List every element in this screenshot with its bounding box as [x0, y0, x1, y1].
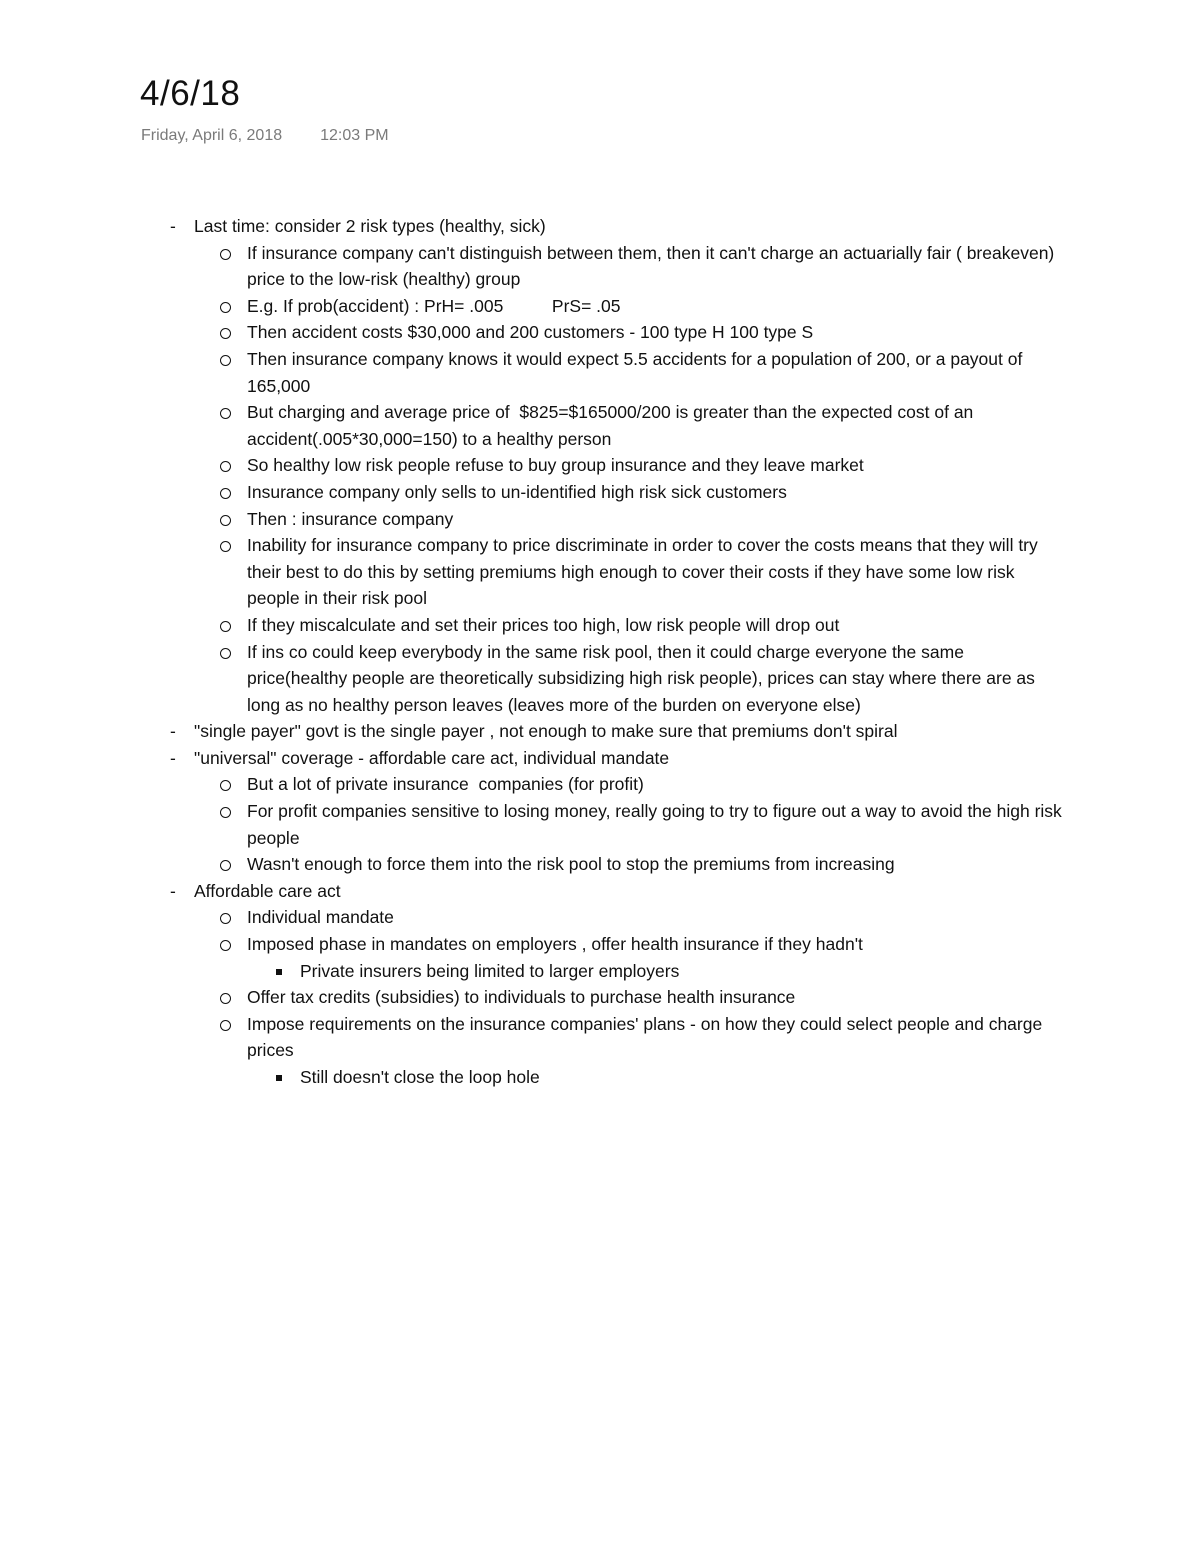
circle-bullet-icon	[220, 541, 231, 552]
circle-bullet-icon	[220, 940, 231, 951]
outline-item-text: So healthy low risk people refuse to buy group insurance and they leave market	[247, 455, 864, 476]
square-bullet-icon	[276, 969, 282, 975]
outline-item-level-2	[168, 798, 1068, 851]
dash-bullet-icon: -	[170, 880, 176, 901]
outline-item-text: Then : insurance company	[247, 508, 454, 529]
outline-item-text: Last time: consider 2 risk types (healthy, sick)	[194, 216, 546, 236]
circle-bullet-icon	[220, 807, 231, 818]
outline-item-text: But charging and average price of $825=$165000/200 is greater than the expected cost of an accident(.005*30,000=150) to a healthy person	[247, 402, 979, 449]
circle-bullet-icon	[220, 993, 231, 1004]
outline-item-level-2	[168, 479, 1068, 506]
outline-item-level-2	[168, 293, 1068, 320]
dash-bullet-icon: -	[170, 216, 176, 236]
outline-item-level-2	[168, 931, 1068, 958]
circle-bullet-icon	[220, 621, 231, 632]
outline-item-text: If insurance company can't distinguish between them, then it can't charge an actuarially fair ( breakeven) price to the low-risk (healthy) group	[247, 242, 1060, 290]
circle-bullet-icon	[220, 355, 231, 366]
outline-item-level-2	[168, 346, 1068, 399]
outline-item-level-2	[168, 984, 1068, 1011]
outline-item-level-2	[168, 240, 1068, 293]
circle-bullet-icon	[220, 488, 231, 499]
outline-item-text: Individual mandate	[247, 907, 394, 928]
outline-item-level-2	[168, 532, 1068, 612]
page-time: 12:03 PM	[320, 127, 389, 144]
outline-item-level-3	[168, 958, 1068, 985]
dash-bullet-icon: -	[170, 721, 176, 742]
outline-item-text: Impose requirements on the insurance companies' plans - on how they could select people and charge prices	[247, 1013, 1048, 1061]
outline-item-text: Insurance company only sells to un-identified high risk sick customers	[247, 481, 787, 502]
outline-item-level-1	[168, 213, 1068, 240]
outline-item-level-3	[168, 1064, 1068, 1091]
circle-bullet-icon	[220, 328, 231, 339]
outline-item-level-2	[168, 1011, 1068, 1064]
outline-item-text: Private insurers being limited to larger employers	[300, 960, 680, 981]
outline-item-text: Then insurance company knows it would expect 5.5 accidents for a population of 200, or a payout of 165,000	[247, 348, 1028, 396]
outline-item-text: "universal" coverage - affordable care act, individual mandate	[194, 747, 670, 768]
outline-item-level-2	[168, 506, 1068, 533]
outline-item-text: Affordable care act	[194, 880, 341, 901]
outline-item-text: Imposed phase in mandates on employers , offer health insurance if they hadn't	[247, 934, 863, 955]
outline-item-text: Offer tax credits (subsidies) to individuals to purchase health insurance	[247, 987, 796, 1008]
outline-item-level-1	[168, 745, 1068, 772]
circle-bullet-icon	[220, 648, 231, 659]
outline-item-text: Then accident costs $30,000 and 200 customers - 100 type H 100 type S	[247, 322, 814, 343]
outline-item-level-2	[168, 319, 1068, 346]
square-bullet-icon	[276, 1075, 282, 1081]
outline-item-level-2	[168, 612, 1068, 639]
outline-item-text: E.g. If prob(accident) : PrH= .005 PrS= .05	[247, 295, 621, 316]
circle-bullet-icon	[220, 1020, 231, 1031]
outline-item-text: For profit companies sensitive to losing money, really going to try to figure out a way to avoid the high risk people	[247, 801, 1067, 848]
circle-bullet-icon	[220, 780, 231, 791]
outline-item-level-1	[168, 878, 1068, 905]
circle-bullet-icon	[220, 913, 231, 924]
outline-item-level-2	[168, 771, 1068, 798]
outline-item-level-2	[168, 851, 1068, 878]
dash-bullet-icon: -	[170, 747, 176, 768]
outline-item-text: But a lot of private insurance companies (for profit)	[247, 774, 644, 795]
notes-outline	[168, 213, 1068, 1091]
page-date: Friday, April 6, 2018	[141, 127, 283, 144]
outline-item-level-2	[168, 639, 1068, 719]
circle-bullet-icon	[220, 249, 231, 260]
outline-item-level-2	[168, 904, 1068, 931]
outline-item-text: Wasn't enough to force them into the risk pool to stop the premiums from increasing	[247, 854, 895, 875]
circle-bullet-icon	[220, 860, 231, 871]
circle-bullet-icon	[220, 461, 231, 472]
outline-item-text: "single payer" govt is the single payer , not enough to make sure that premiums don't spiral	[194, 721, 898, 742]
circle-bullet-icon	[220, 408, 231, 419]
outline-item-level-2	[168, 452, 1068, 479]
outline-item-text: If they miscalculate and set their prices too high, low risk people will drop out	[247, 614, 840, 635]
circle-bullet-icon	[220, 515, 231, 526]
page-meta	[141, 127, 389, 145]
page-title: 4/6/18	[140, 74, 241, 113]
outline-item-text: If ins co could keep everybody in the same risk pool, then it could charge everyone the same price(healthy people are theoretically subsidizing high risk people), prices can stay where there are as long as no healthy person leaves (leaves more of the burden on everyone else)	[247, 641, 1040, 715]
outline-item-level-2	[168, 399, 1068, 452]
outline-item-text: Inability for insurance company to price discriminate in order to cover the costs means that they will try their best to do this by setting premiums high enough to cover their costs if they have some low risk people in their risk pool	[247, 535, 1043, 609]
outline-item-text: Still doesn't close the loop hole	[300, 1067, 540, 1087]
outline-item-level-1	[168, 718, 1068, 745]
circle-bullet-icon	[220, 302, 231, 313]
